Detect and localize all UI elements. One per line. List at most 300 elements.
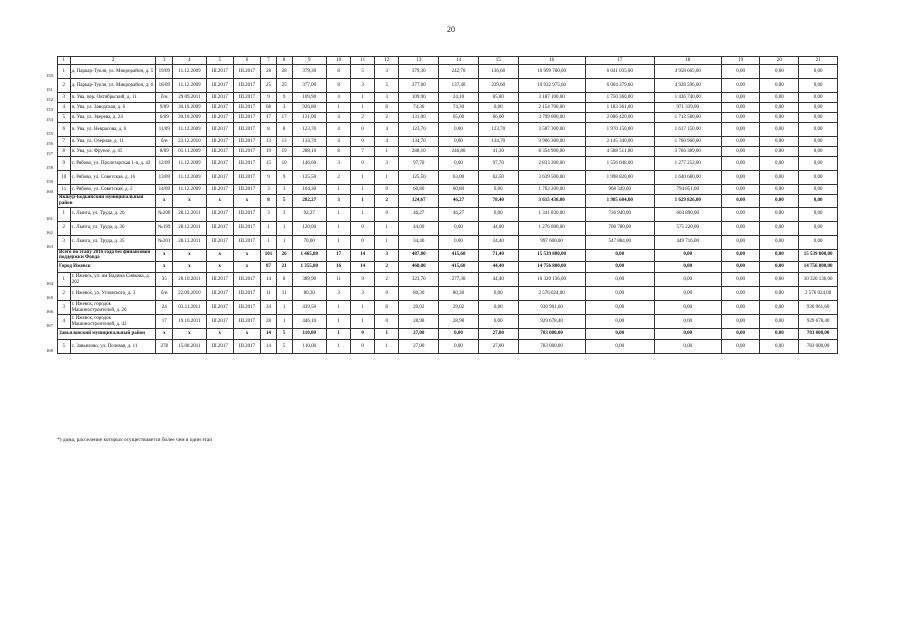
table-cell: 13: [261, 137, 277, 147]
table-cell: 0,00: [721, 340, 760, 354]
table-cell: 46,27: [439, 195, 479, 208]
table-cell: 10 320 136,00: [518, 273, 585, 287]
table-cell: x: [233, 329, 260, 340]
header-cell: 3: [156, 57, 173, 65]
address-cell: с. Завьялово, ул. Полевая, д. 11: [70, 340, 156, 354]
table-cell: III.2017: [233, 171, 260, 185]
table-cell: 1 985 604,00: [585, 195, 654, 208]
table-cell: 0: [351, 340, 375, 354]
table-cell: 547 884,00: [585, 235, 654, 249]
table-cell: 0: [351, 123, 375, 137]
table-cell: 379,30: [399, 65, 439, 79]
table-cell: 0: [375, 301, 399, 315]
table-cell: 0,00: [439, 340, 479, 354]
header-cell: 1: [58, 57, 71, 65]
table-cell: 28: [276, 65, 292, 79]
table-cell: 2: [375, 273, 399, 287]
table-cell: 3: [276, 185, 292, 195]
table-cell: 104,30: [292, 185, 327, 195]
table-cell: 783 000,00: [518, 340, 585, 354]
table-cell: 1 712 580,00: [654, 113, 721, 123]
table-cell: III.2017: [233, 273, 260, 287]
header-cell: 11: [351, 57, 375, 65]
address-cell: г. Ижевск, ул. Угловского, д. 3: [70, 287, 156, 301]
table-cell: 7: [351, 147, 375, 157]
table-cell: 10: [58, 171, 71, 185]
table-cell: 8: [261, 123, 277, 137]
table-row: [46, 157, 838, 171]
table-cell: 0,00: [721, 287, 760, 301]
table-cell: 14 756 800,00: [518, 262, 585, 273]
table-cell: 1: [351, 103, 375, 113]
table-cell: 22.09.2010: [173, 287, 207, 301]
table-cell: III.2017: [206, 273, 233, 287]
table-cell: III.2017: [233, 137, 260, 147]
group-label: Город Ижевск: [58, 262, 156, 273]
table-cell: 0: [351, 137, 375, 147]
table-cell: 0,00: [721, 207, 760, 221]
header-cell: 2: [70, 57, 156, 65]
table-cell: 929 678,40: [799, 315, 838, 329]
table-cell: III.2017: [206, 147, 233, 157]
table-cell: 2: [375, 195, 399, 208]
table-cell: 8: [327, 79, 351, 93]
table-cell: 3 766 389,00: [654, 147, 721, 157]
table-cell: III.2017: [233, 113, 260, 123]
table-cell: 8 354 900,00: [518, 147, 585, 157]
table-cell: 25: [276, 79, 292, 93]
table-cell: 1 556 048,00: [585, 157, 654, 171]
table-cell: 2 154 700,00: [518, 103, 585, 113]
row-id-cell: 156: [46, 141, 53, 147]
table-cell: 3: [58, 235, 71, 249]
table-cell: 0,00: [721, 65, 760, 79]
table-cell: 0,00: [721, 113, 760, 123]
table-cell: 25: [261, 79, 277, 93]
table-cell: 277,30: [439, 273, 479, 287]
table-cell: 2: [375, 262, 399, 273]
row-id-cell: 153: [46, 107, 53, 113]
table-cell: 0,00: [721, 79, 760, 93]
table-cell: III.2017: [206, 221, 233, 235]
table-cell: x: [206, 262, 233, 273]
table-cell: 0,00: [478, 301, 518, 315]
table-cell: 8/09: [156, 147, 173, 157]
table-cell: 0,00: [721, 123, 760, 137]
table-cell: 0,00: [654, 262, 721, 273]
table-row: [46, 79, 838, 93]
table-cell: 11.12.2009: [173, 185, 207, 195]
table-cell: 23.12.2010: [173, 137, 207, 147]
table-cell: 0,00: [799, 137, 838, 147]
table-row: [46, 65, 838, 79]
table-cell: 8: [327, 147, 351, 157]
table-cell: III.2017: [233, 103, 260, 113]
table-cell: 1: [351, 195, 375, 208]
table-cell: 27,00: [478, 329, 518, 340]
header-cell: 6: [233, 57, 260, 65]
table-cell: 27,00: [399, 340, 439, 354]
table-cell: б/н: [156, 287, 173, 301]
table-cell: 66,00: [478, 113, 518, 123]
table-cell: 24: [156, 301, 173, 315]
table-cell: 74,30: [439, 103, 479, 113]
header-cell: 20: [760, 57, 799, 65]
table-cell: 1: [327, 221, 351, 235]
table-cell: 1: [327, 207, 351, 221]
subtotal-row: [46, 329, 838, 340]
table-cell: 17: [276, 113, 292, 123]
table-cell: 1 183 361,00: [585, 103, 654, 113]
table-cell: 278: [156, 340, 173, 354]
table-cell: 3: [375, 157, 399, 171]
table-cell: 971 339,00: [654, 103, 721, 113]
table-cell: 0,00: [760, 103, 799, 113]
table-cell: 5: [276, 195, 292, 208]
table-cell: 1: [276, 221, 292, 235]
table-cell: 449 716,00: [654, 235, 721, 249]
table-cell: III.2017: [206, 287, 233, 301]
table-cell: 1 763 200,00: [518, 185, 585, 195]
table-cell: 134,70: [478, 137, 518, 147]
table-row: [46, 185, 838, 195]
table-cell: 146,60: [292, 157, 327, 171]
table-cell: 14/09: [156, 185, 173, 195]
address-cell: г. Ижевск, городок Машиностроителей, д. 43: [70, 315, 156, 329]
table-cell: 1 436 740,00: [654, 93, 721, 103]
table-cell: 0,00: [585, 262, 654, 273]
table-cell: 28: [261, 65, 277, 79]
table-cell: 1: [351, 315, 375, 329]
table-row: [46, 123, 838, 137]
table-cell: 19/09: [156, 65, 173, 79]
table-cell: 1: [375, 235, 399, 249]
table-cell: 80,30: [439, 287, 479, 301]
table-cell: 1 341 830,00: [518, 207, 585, 221]
table-cell: 930 961,60: [518, 301, 585, 315]
table-cell: 12/09: [156, 157, 173, 171]
table-cell: 0,00: [760, 195, 799, 208]
table-cell: 0,00: [799, 65, 838, 79]
table-cell: 0,00: [760, 157, 799, 171]
table-cell: 2: [375, 113, 399, 123]
table-cell: 5: [58, 113, 71, 123]
group-label: Якшур-Бодьинский муниципальный район: [58, 195, 156, 208]
table-cell: 0: [375, 207, 399, 221]
table-cell: 3: [327, 287, 351, 301]
table-cell: 136,60: [478, 65, 518, 79]
table-cell: 0: [375, 103, 399, 113]
table-cell: 4: [58, 103, 71, 113]
table-cell: 0,00: [760, 113, 799, 123]
table-cell: 783 000,00: [799, 329, 838, 340]
table-cell: III.2017: [233, 221, 260, 235]
table-cell: 0,00: [799, 93, 838, 103]
table-cell: 0,00: [478, 185, 518, 195]
table-cell: 10 999 700,00: [518, 65, 585, 79]
table-cell: 2: [351, 113, 375, 123]
header-cell: 19: [721, 57, 760, 65]
table-cell: III.2017: [206, 123, 233, 137]
table-cell: III.2017: [206, 65, 233, 79]
row-id-cell: 167: [46, 323, 53, 329]
table-cell: 80,30: [292, 287, 327, 301]
table-cell: 78,40: [478, 195, 518, 208]
table-cell: III.2017: [233, 315, 260, 329]
header-cell: 13: [399, 57, 439, 65]
header-cell: 15: [478, 57, 518, 65]
table-cell: 0,00: [799, 123, 838, 137]
table-cell: 9: [58, 157, 71, 171]
subtotal-row: [46, 249, 838, 262]
table-cell: 8: [58, 147, 71, 157]
table-cell: 2: [58, 221, 71, 235]
header-cell: 7: [261, 57, 277, 65]
table-cell: III.2017: [233, 207, 260, 221]
table-cell: 101: [261, 249, 277, 262]
row-id-cell: 155: [46, 131, 53, 137]
table-cell: 1 750 360,00: [585, 93, 654, 103]
table-cell: III.2017: [233, 93, 260, 103]
table-cell: III.2017: [206, 103, 233, 113]
table-cell: 120,00: [292, 221, 327, 235]
table-cell: 377,00: [292, 79, 327, 93]
table-cell: 28.12.2011: [173, 207, 207, 221]
row-id-cell: 157: [46, 151, 53, 157]
table-cell: 0,00: [760, 221, 799, 235]
table-cell: 0: [351, 221, 375, 235]
address-cell: г. Ижевск, ул. им Вадима Сивкова, д. 202: [70, 273, 156, 287]
table-cell: 0,00: [478, 103, 518, 113]
table-cell: 439,50: [292, 301, 327, 315]
table-cell: 0: [375, 287, 399, 301]
table-cell: 282,27: [292, 195, 327, 208]
table-cell: 930 961,60: [799, 301, 838, 315]
table-cell: 0,00: [654, 315, 721, 329]
table-cell: 9: [261, 171, 277, 185]
table-cell: III.2017: [233, 235, 260, 249]
table-cell: 27,00: [399, 329, 439, 340]
table-cell: 1: [327, 235, 351, 249]
table-cell: 246,80: [439, 147, 479, 157]
table-row: [46, 147, 838, 157]
table-cell: 0,00: [760, 301, 799, 315]
table-cell: 131,00: [399, 113, 439, 123]
table-cell: 3 615 430,00: [518, 195, 585, 208]
table-row: [46, 273, 838, 287]
table-cell: 41,30: [478, 147, 518, 157]
table-cell: 5: [276, 329, 292, 340]
address-cell: д. Паркар-Тукля, ул. Микрорайон, д. 6: [70, 79, 156, 93]
table-cell: 110,00: [292, 340, 327, 354]
table-cell: 239,60: [478, 79, 518, 93]
page-number: 20: [447, 25, 455, 34]
table-cell: 9/09: [156, 103, 173, 113]
row-id-cell: 154: [46, 117, 53, 123]
table-cell: III.2017: [206, 301, 233, 315]
table-cell: 0,00: [760, 185, 799, 195]
table-cell: 97,70: [478, 157, 518, 171]
address-cell: с. Лынга, ул. Труда, д. 26: [70, 207, 156, 221]
table-row: [46, 221, 838, 235]
header-cell: 14: [439, 57, 479, 65]
table-cell: 3: [327, 195, 351, 208]
table-cell: 1 465,80: [292, 249, 327, 262]
table-cell: 10 320 136,00: [799, 273, 838, 287]
table-cell: 1: [351, 93, 375, 103]
table-cell: 446,10: [292, 315, 327, 329]
table-cell: 487,00: [399, 249, 439, 262]
table-cell: 71,40: [478, 249, 518, 262]
table-cell: 125,50: [292, 171, 327, 185]
table-cell: x: [233, 195, 260, 208]
table-cell: 0,00: [585, 340, 654, 354]
table-cell: 1 617 150,00: [654, 123, 721, 137]
table-cell: 1: [351, 185, 375, 195]
table-cell: 4: [375, 137, 399, 147]
table-row: [46, 171, 838, 185]
table-cell: 34,40: [478, 235, 518, 249]
table-cell: x: [156, 249, 173, 262]
table-cell: 0,00: [760, 207, 799, 221]
address-cell: п. Ува, ул. Некрасова, д. 6: [70, 123, 156, 137]
table-cell: 0,00: [721, 103, 760, 113]
table-cell: 0,00: [760, 137, 799, 147]
table-cell: 1: [276, 301, 292, 315]
table-cell: 0,00: [654, 249, 721, 262]
table-row: [46, 340, 838, 354]
table-cell: 27,00: [478, 340, 518, 354]
table-cell: 17: [261, 113, 277, 123]
table-cell: III.2017: [206, 315, 233, 329]
table-row: [46, 301, 838, 315]
table-cell: 1 355,80: [292, 262, 327, 273]
table-cell: III.2017: [233, 185, 260, 195]
table-cell: 28,98: [399, 315, 439, 329]
table-cell: 1: [276, 315, 292, 329]
table-row: [46, 103, 838, 113]
table-cell: 0,00: [721, 249, 760, 262]
table-cell: 783 000,00: [799, 340, 838, 354]
table-cell: 0,00: [760, 123, 799, 137]
table-cell: 0,00: [721, 329, 760, 340]
table-cell: 3: [351, 79, 375, 93]
table-cell: III.2017: [206, 207, 233, 221]
table-cell: 14 756 800,00: [799, 262, 838, 273]
table-cell: 0,00: [760, 147, 799, 157]
table-cell: 0,00: [585, 273, 654, 287]
table-cell: x: [206, 249, 233, 262]
table-cell: III.2017: [206, 113, 233, 123]
table-cell: 1: [375, 329, 399, 340]
table-cell: 0,00: [654, 340, 721, 354]
table-cell: 0,00: [760, 171, 799, 185]
table-cell: 0,00: [799, 147, 838, 157]
table-cell: 2 145 340,00: [585, 137, 654, 147]
table-cell: 0,00: [585, 315, 654, 329]
table-cell: 3: [375, 65, 399, 79]
table-cell: 18/09: [156, 79, 173, 93]
address-cell: п. Ува, ул. Зверева, д. 24: [70, 113, 156, 123]
table-cell: 0,00: [760, 262, 799, 273]
table-cell: III.2017: [233, 157, 260, 171]
table-cell: 14: [261, 273, 277, 287]
table-cell: 2: [327, 171, 351, 185]
table-cell: 0: [375, 315, 399, 329]
table-cell: 926,80: [292, 103, 327, 113]
table-cell: 0: [351, 329, 375, 340]
table-cell: 11: [276, 287, 292, 301]
table-cell: 6 004 379,60: [585, 79, 654, 93]
table-cell: 3: [58, 93, 71, 103]
table-cell: 4: [327, 123, 351, 137]
table-cell: 1: [58, 273, 71, 287]
table-cell: №199: [156, 221, 173, 235]
table-cell: 134,70: [399, 137, 439, 147]
table-cell: 60,80: [399, 185, 439, 195]
table-cell: 03.11.2011: [173, 301, 207, 315]
row-id-cell: 152: [46, 97, 53, 103]
group-label: Завьяловский муниципальный район: [58, 329, 156, 340]
table-cell: 11/09: [156, 123, 173, 137]
table-cell: III.2017: [206, 93, 233, 103]
row-id-cell: 161: [46, 215, 53, 221]
table-cell: x: [156, 329, 173, 340]
address-cell: п. Ува, ул. Заводская, д. 6: [70, 103, 156, 113]
table-cell: 0,00: [760, 249, 799, 262]
table-cell: 8: [261, 195, 277, 208]
table-cell: III.2017: [233, 340, 260, 354]
table-cell: x: [233, 262, 260, 273]
table-cell: 3 799 000,00: [518, 113, 585, 123]
table-cell: 87: [261, 262, 277, 273]
address-cell: с. Рябово, ул. Пролетарская 1-я, д. 42: [70, 157, 156, 171]
table-cell: 97,70: [399, 157, 439, 171]
row-id-cell: [46, 249, 58, 262]
table-cell: 134,70: [292, 137, 327, 147]
table-cell: 68: [261, 103, 277, 113]
table-cell: 0: [351, 157, 375, 171]
table-cell: 0,00: [721, 315, 760, 329]
subtotal-row: [46, 195, 838, 208]
header-cell: 5: [206, 57, 233, 65]
table-cell: 4 588 511,00: [585, 147, 654, 157]
table-cell: III.2017: [206, 340, 233, 354]
table-cell: 0,00: [760, 65, 799, 79]
table-cell: 0,00: [721, 273, 760, 287]
housing-relocation-table: [46, 56, 838, 354]
table-cell: 9: [261, 93, 277, 103]
table-cell: 3 639 500,00: [518, 171, 585, 185]
table-cell: 29,02: [439, 301, 479, 315]
group-label: Всего по этапу 2016 года без финансовой поддержки Фонда: [58, 249, 156, 262]
header-cell: 12: [375, 57, 399, 65]
table-cell: 11: [261, 287, 277, 301]
table-row: [46, 113, 838, 123]
table-cell: 14: [261, 340, 277, 354]
table-cell: x: [156, 195, 173, 208]
table-cell: 46,27: [439, 207, 479, 221]
table-cell: 62,50: [478, 171, 518, 185]
table-cell: 0,00: [439, 235, 479, 249]
table-cell: x: [173, 329, 207, 340]
table-cell: 3: [327, 157, 351, 171]
table-cell: 0,00: [799, 103, 838, 113]
table-cell: III.2017: [206, 171, 233, 185]
table-cell: 0,00: [585, 287, 654, 301]
table-cell: 2 576 024,00: [518, 287, 585, 301]
table-cell: 1 760 960,00: [654, 137, 721, 147]
